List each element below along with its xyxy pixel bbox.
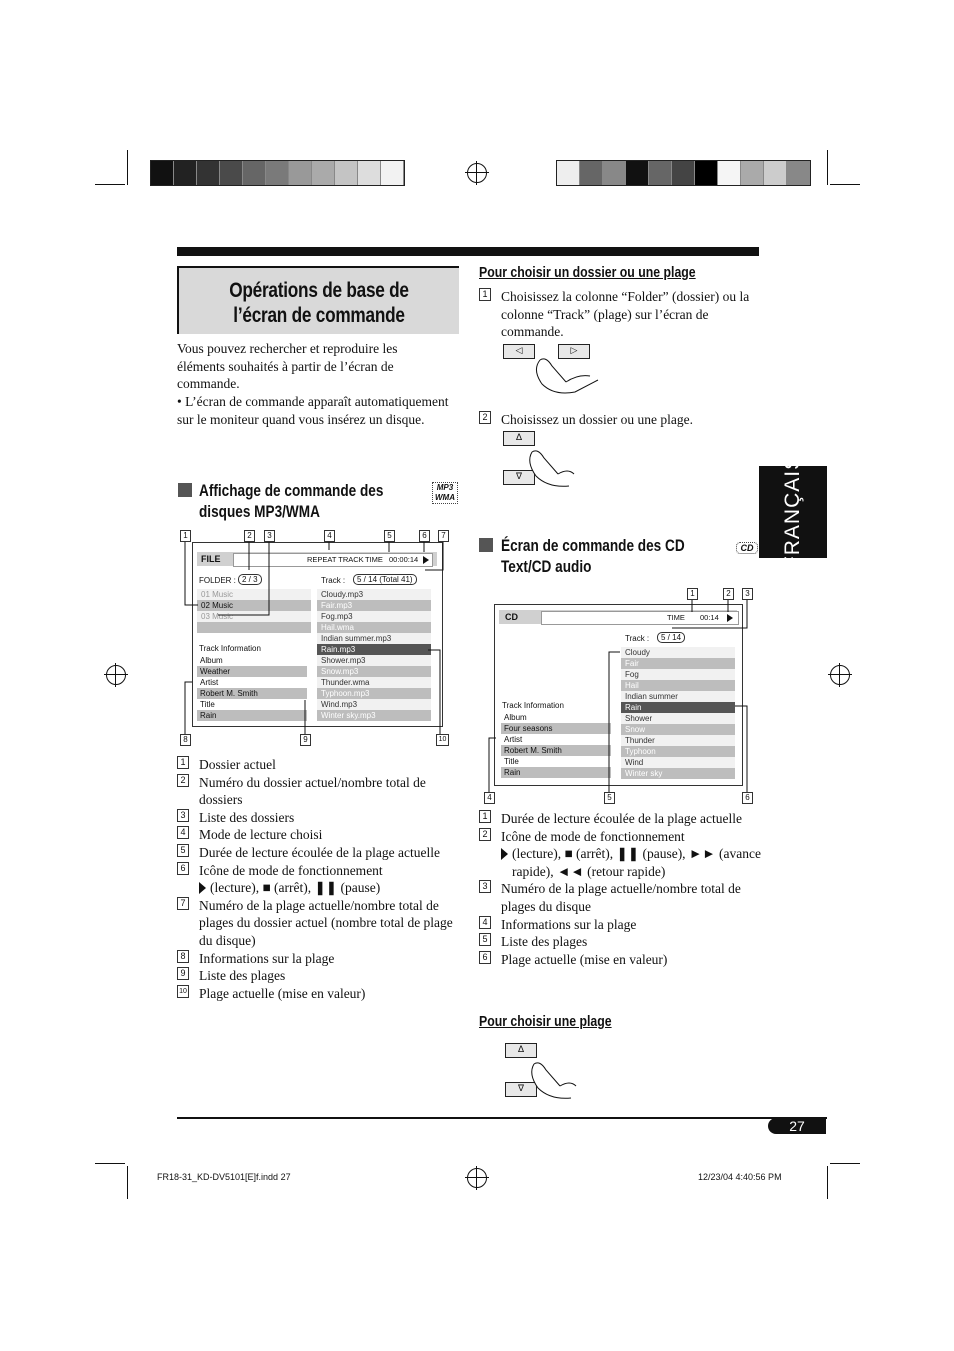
callout-1: 1 (687, 588, 698, 600)
finger-icon (530, 352, 600, 402)
language-tab: FRANÇAIS (759, 466, 827, 558)
cd-legend: 1 Durée de lecture écoulée de la plage actuelle 2 Icône de mode de fonctionnement (lecture), ■ (arrêt), ❚❚ (pause), ►► (avance rapide), ◄◄ (retour rapide) 3 Numéro de la plage actuelle/nombre total de plages du disque 4 Informations sur la plage 5 Liste des plages 6 Plage actuelle (mise en valeur) (479, 810, 761, 968)
cd-heading: Écran de commande des CD Text/CD audio (501, 536, 685, 576)
right-button[interactable]: ▷ (558, 344, 590, 359)
page-title: Opérations de base de l’écran de commande (229, 279, 409, 327)
mode-label: FILE (201, 554, 221, 564)
folder-count: 2 / 3 (238, 574, 262, 585)
track-item[interactable]: Fair.mp3 (317, 600, 431, 611)
callout-9: 9 (300, 734, 311, 746)
callout-6: 6 (419, 530, 430, 542)
finger-icon (526, 1058, 586, 1108)
track-item[interactable]: Fair (621, 658, 735, 669)
mp3-callout-lines (170, 530, 460, 740)
color-bar-left (150, 160, 405, 186)
cd-icon: CD (736, 542, 758, 554)
registration-mark-icon (106, 665, 126, 685)
callout-4: 4 (324, 530, 335, 542)
time-label: TIME (667, 613, 685, 622)
track-item[interactable]: Winter sky.mp3 (317, 710, 431, 721)
folder-select-heading: Pour choisir un dossier ou une plage (479, 264, 696, 281)
up-button[interactable]: ∆ (503, 431, 535, 446)
top-rule (177, 247, 759, 256)
mode-label: CD (505, 612, 518, 622)
elapsed-time: 00:14 (700, 613, 719, 622)
track-item[interactable]: Shower (621, 713, 735, 724)
track-item[interactable]: Cloudy.mp3 (317, 589, 431, 600)
track-count: 5 / 14 (657, 632, 685, 643)
info-label: Artist (501, 734, 611, 745)
info-label: Title (197, 699, 307, 710)
track-item[interactable]: Snow.mp3 (317, 666, 431, 677)
track-item-current[interactable]: Rain.mp3 (317, 644, 431, 655)
info-value: Robert M. Smith (197, 688, 307, 699)
callout-10: 10 (436, 734, 449, 746)
track-item[interactable]: Fog.mp3 (317, 611, 431, 622)
track-item[interactable]: Hail (621, 680, 735, 691)
page-number: 27 (768, 1118, 826, 1134)
play-icon (501, 848, 508, 860)
finger-icon (524, 446, 584, 496)
track-info-title: Track Information (199, 644, 261, 653)
track-item[interactable]: Typhoon (621, 746, 735, 757)
folder-label: FOLDER : (199, 576, 236, 585)
mp3-legend: 1 Dossier actuel 2 Numéro du dossier actuel/nombre total de dossiers 3 Liste des dossiers 4 Mode de lecture choisi 5 Durée de lecture écoulée de la plage actuelle 6 Icône de mode de fonctionnement (lecture), ■ (arrêt), ❚❚ (pause) 7 Numéro de la plage actuelle/nombre total de plages du dossier actuel (nombre total de plage du disque) 8 Informations sur la plage 9 Liste des plages 10 Plage actuelle (mise en valeur) (177, 756, 457, 1002)
page-title-box (177, 266, 459, 334)
left-button[interactable]: ◁ (503, 344, 535, 359)
folder-item[interactable]: 01 Music (197, 589, 311, 600)
track-item[interactable]: Thunder.wma (317, 677, 431, 688)
mp3-heading: Affichage de commande des disques MP3/WMA (199, 481, 384, 521)
track-item[interactable]: Cloudy (621, 647, 735, 658)
callout-1: 1 (180, 530, 191, 542)
track-item[interactable]: Typhoon.mp3 (317, 688, 431, 699)
info-label: Album (197, 655, 307, 666)
track-info-title: Track Information (502, 701, 564, 710)
folder-item[interactable]: 03 Music (197, 611, 311, 622)
time-label: TIME (365, 555, 383, 564)
info-value: Robert M. Smith (501, 745, 611, 756)
repeat-mode: REPEAT TRACK (307, 555, 364, 564)
play-icon (199, 882, 206, 894)
down-button[interactable]: ∇ (505, 1082, 537, 1097)
registration-mark-icon (467, 163, 487, 183)
info-value: Rain (197, 710, 307, 721)
track-count: 5 / 14 (Total 41) (353, 574, 417, 585)
callout-6: 6 (742, 792, 753, 804)
track-item[interactable]: Wind (621, 757, 735, 768)
callout-2: 2 (244, 530, 255, 542)
registration-mark-icon (830, 665, 850, 685)
callout-7: 7 (438, 530, 449, 542)
track-item[interactable]: Fog (621, 669, 735, 680)
track-item[interactable]: Thunder (621, 735, 735, 746)
info-value: Rain (501, 767, 611, 778)
info-label: Album (501, 712, 611, 723)
intro-text: Vous pouvez rechercher et reproduire les éléments souhaités à partir de l’écran de commande. (177, 341, 398, 392)
up-button[interactable]: ∆ (505, 1043, 537, 1058)
footer-date: 12/23/04 4:40:56 PM (698, 1172, 782, 1182)
callout-8: 8 (180, 734, 191, 746)
footer-file: FR18-31_KD-DV5101[E]f.indd 27 (157, 1172, 291, 1182)
bottom-rule (177, 1117, 827, 1119)
color-bar-right (556, 160, 811, 186)
track-select-heading: Pour choisir une plage (479, 1013, 612, 1030)
callout-4: 4 (484, 792, 495, 804)
track-item[interactable]: Shower.mp3 (317, 655, 431, 666)
section-square-icon (178, 483, 192, 497)
folder-step2: 2 Choisissez un dossier ou une plage. (479, 411, 759, 429)
folder-steps: 1 Choisissez la colonne “Folder” (dossier) ou la colonne “Track” (plage) sur l’écran de commande. (479, 288, 759, 341)
section-square-icon (479, 538, 493, 552)
track-item[interactable]: Indian summer (621, 691, 735, 702)
elapsed-time: 00:00:14 (389, 555, 419, 564)
callout-2: 2 (723, 588, 734, 600)
cd-callout-lines (480, 588, 760, 798)
callout-3: 3 (742, 588, 753, 600)
track-item[interactable]: Indian summer.mp3 (317, 633, 431, 644)
track-label: Track : (625, 634, 650, 643)
info-value: Weather (197, 666, 307, 677)
track-item[interactable]: Wind.mp3 (317, 699, 431, 710)
info-label: Artist (197, 677, 307, 688)
track-label: Track : (321, 576, 346, 585)
callout-5: 5 (384, 530, 395, 542)
track-item[interactable]: Winter sky (621, 768, 735, 779)
track-item[interactable]: Snow (621, 724, 735, 735)
track-item-current[interactable]: Rain (621, 702, 735, 713)
folder-item-current[interactable]: 02 Music (197, 600, 311, 611)
track-item[interactable]: Hail.wma (317, 622, 431, 633)
intro-bullet: • L’écran de commande apparaît automatiquement sur le moniteur quand vous insérez un disque. (177, 394, 449, 427)
info-label: Title (501, 756, 611, 767)
registration-mark-icon (467, 1168, 487, 1188)
callout-5: 5 (604, 792, 615, 804)
callout-3: 3 (264, 530, 275, 542)
info-value: Four seasons (501, 723, 611, 734)
mp3-wma-icon: MP3 WMA (432, 482, 458, 504)
down-button[interactable]: ∇ (503, 470, 535, 485)
